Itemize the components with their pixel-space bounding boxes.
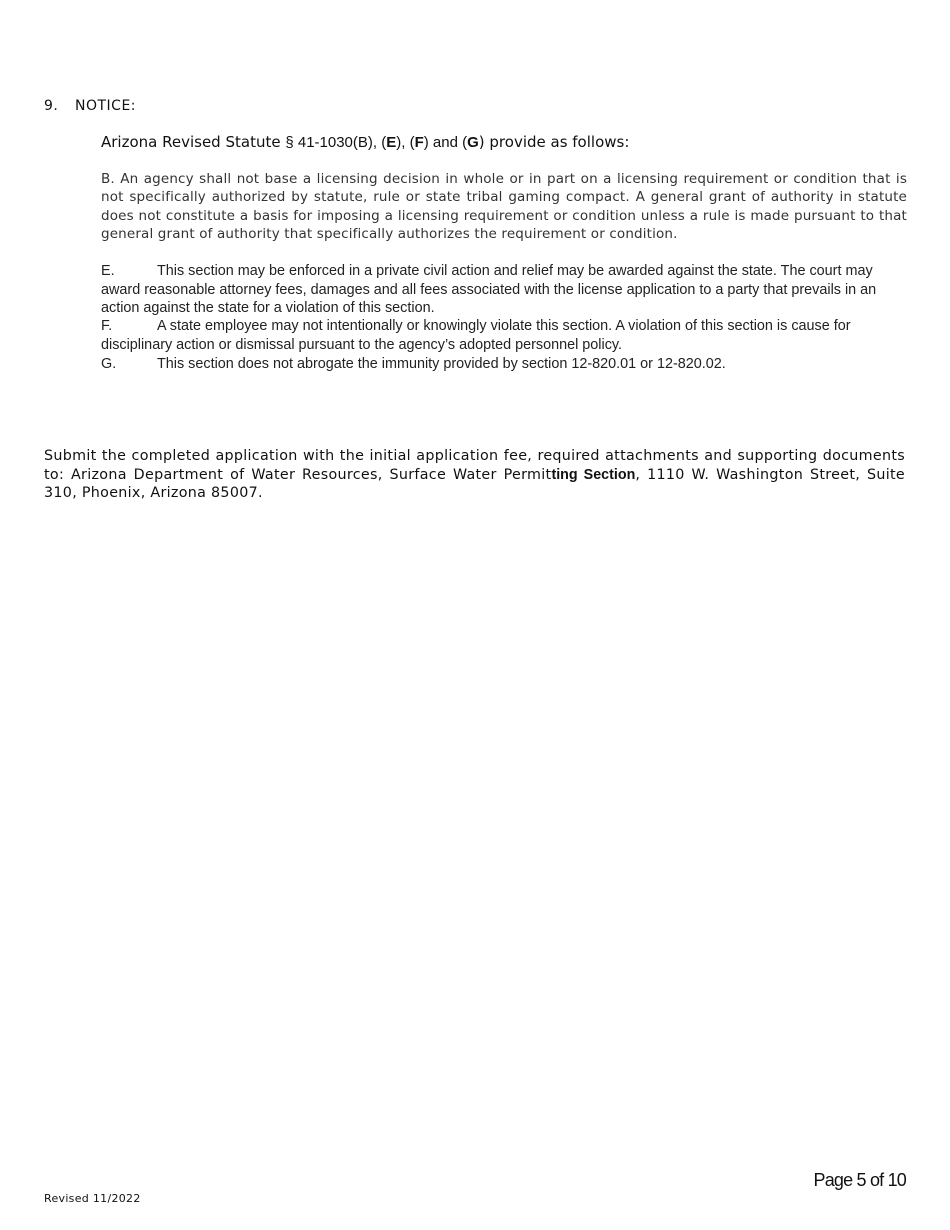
section-title: NOTICE: bbox=[75, 98, 137, 114]
statute-prefix: Arizona Revised Statute bbox=[101, 133, 286, 151]
paragraph-text: This section may be enforced in a private civil action and relief may be awarded against the state. The court may award reasonable attorney fees, damages and all fees associated with the license application to a party that prevails in an action against the state for a violation of this section. bbox=[101, 263, 877, 317]
paragraph-b: B. An agency shall not base a licensing decision in whole or in part on a licensing requirement or condition that is not specifically authorized by statute, rule or state tribal gaming compact. A general grant of authority in statute does not constitute a basis for imposing a licensing requirement or condition unless a rule is made pursuant to that general grant of authority that specifically authorizes the requirement or condition. bbox=[101, 171, 907, 243]
paragraph-e bbox=[101, 262, 911, 318]
statute-citation: § 41-1030(B), ( bbox=[285, 134, 387, 151]
paragraph-text: A state employee may not intentionally or knowingly violate this section. A violation of this section is cause for disciplinary action or dismissal pursuant to the agency’s adopted personnel policy. bbox=[101, 318, 851, 353]
statute-separator: ), ( bbox=[396, 134, 415, 151]
paragraph-g bbox=[101, 355, 911, 374]
submission-instructions bbox=[44, 447, 905, 503]
statute-letter-f: F bbox=[414, 134, 424, 151]
statute-suffix: ) provide as follows: bbox=[478, 133, 630, 151]
statute-intro bbox=[101, 133, 629, 151]
statute-letter-e: E bbox=[386, 134, 397, 151]
statute-separator: ) and ( bbox=[423, 134, 468, 151]
paragraph-letter: G. bbox=[101, 356, 117, 372]
paragraph-letter: F. bbox=[101, 318, 113, 334]
notice-heading bbox=[44, 98, 136, 114]
revision-date: Revised 11/2022 bbox=[44, 1192, 141, 1205]
paragraph-text: This section does not abrogate the immunity provided by section 12-820.01 or 12-820.02. bbox=[157, 356, 726, 372]
paragraph-letter: E. bbox=[101, 263, 115, 279]
paragraph-f bbox=[101, 317, 911, 354]
submission-address: , 1110 W. Washington Street, Suite 310, Phoenix, Arizona 85007. bbox=[44, 466, 906, 501]
submission-text: Submit the completed application with the initial application fee, required attachments and supporting documents to: Arizona Department of Water Resources, Surface Water Permit bbox=[44, 448, 905, 483]
statute-letter-g: G bbox=[467, 134, 479, 151]
page-number: Page 5 of 10 bbox=[813, 1170, 906, 1190]
submission-bold-text: ting Section bbox=[551, 466, 636, 483]
section-number: 9. bbox=[44, 98, 59, 114]
